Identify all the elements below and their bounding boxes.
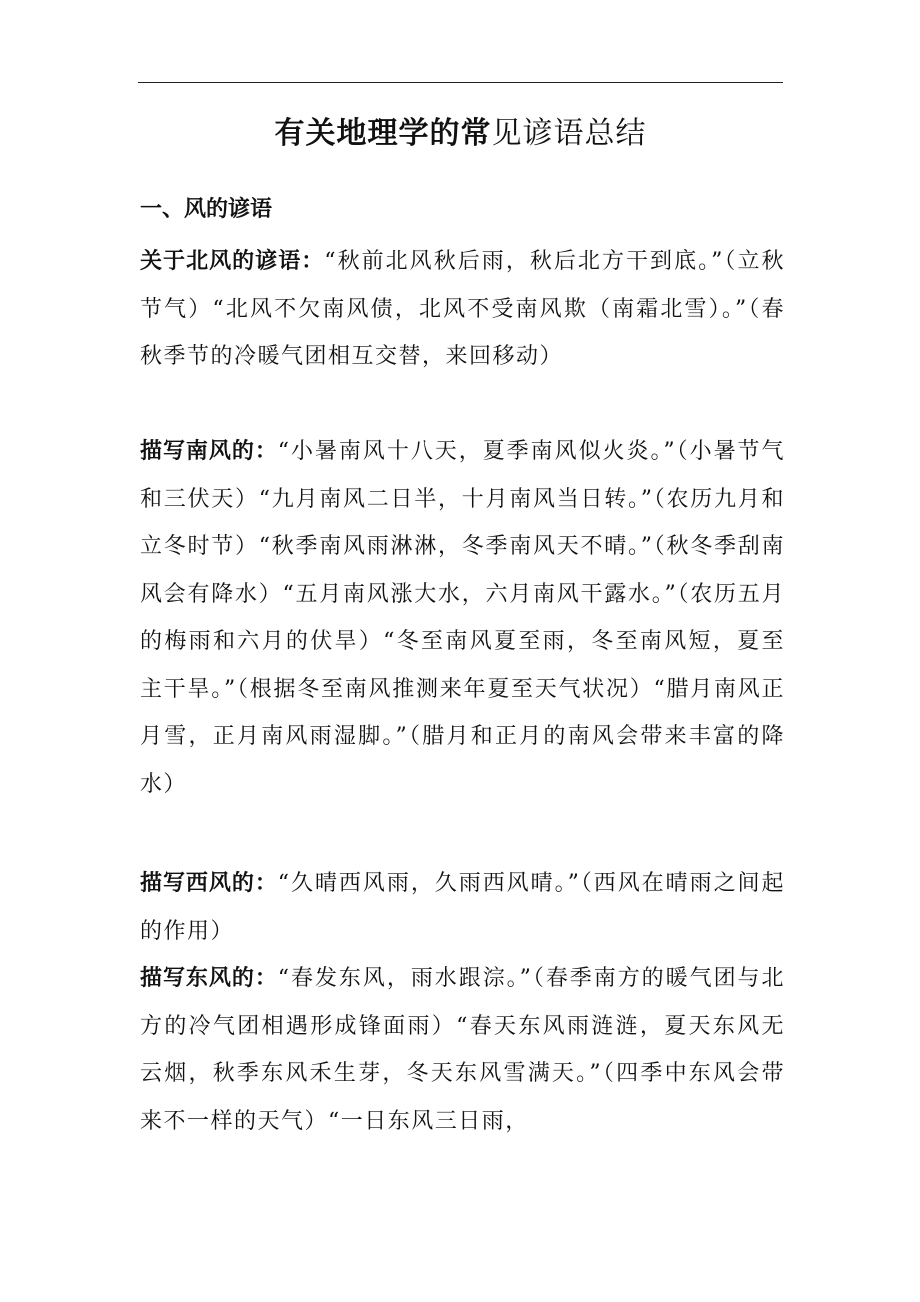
- section-heading: 一、风的谚语: [140, 197, 273, 222]
- paragraph-text: “小暑南风十八天，夏季南风似火炎。”（小暑节气和三伏天）“九月南风二日半，十月南风当日转。”（农历九月和立冬时节）“秋季南风雨淋淋，冬季南风天不晴。”（秋冬季刮南风会有降水）“五月南风涨大水，六月南风干露水。”（农历五月的梅雨和六月的伏旱）“冬至南风夏至雨，冬至南风短，夏至主干旱。”（根据冬至南风推测来年夏至天气状况）“腊月南风正月雪，正月南风雨湿脚。”（腊月和正月的南风会带来丰富的降水）: [140, 439, 785, 797]
- paragraph-label: 关于北风的谚语：: [140, 249, 325, 274]
- page-title-regular: 见谚语总结: [491, 116, 647, 151]
- page-title: [138, 112, 783, 156]
- paragraph-west-wind: [140, 860, 785, 955]
- page-title-bold: 有关地理学的常: [274, 116, 492, 151]
- paragraph-east-wind: [140, 955, 785, 1145]
- paragraph-label: 描写南风的：: [140, 439, 278, 464]
- paragraph-text: “春发东风，雨水跟淙。”（春季南方的暖气团与北方的冷气团相遇形成锋面雨）“春天东风雨涟涟，夏天东风无云烟，秋季东风禾生芽，冬天东风雪满天。”（四季中东风会带来不一样的天气）“一日东风三日雨，: [140, 966, 785, 1134]
- paragraph-text: “久晴西风雨，久雨西风晴。”（西风在晴雨之间起的作用）: [140, 871, 785, 944]
- paragraph-south-wind: [140, 428, 785, 808]
- paragraph-north-wind: [140, 238, 785, 381]
- paragraph-label: 描写西风的：: [140, 871, 278, 896]
- header-rule: [138, 82, 783, 83]
- paragraph-text: “秋前北风秋后雨，秋后北方干到底。”（立秋节气）“北风不欠南风债，北风不受南风欺（南霜北雪）。”（春秋季节的冷暖气团相互交替，来回移动）: [140, 249, 785, 369]
- paragraph-label: 描写东风的：: [140, 966, 278, 991]
